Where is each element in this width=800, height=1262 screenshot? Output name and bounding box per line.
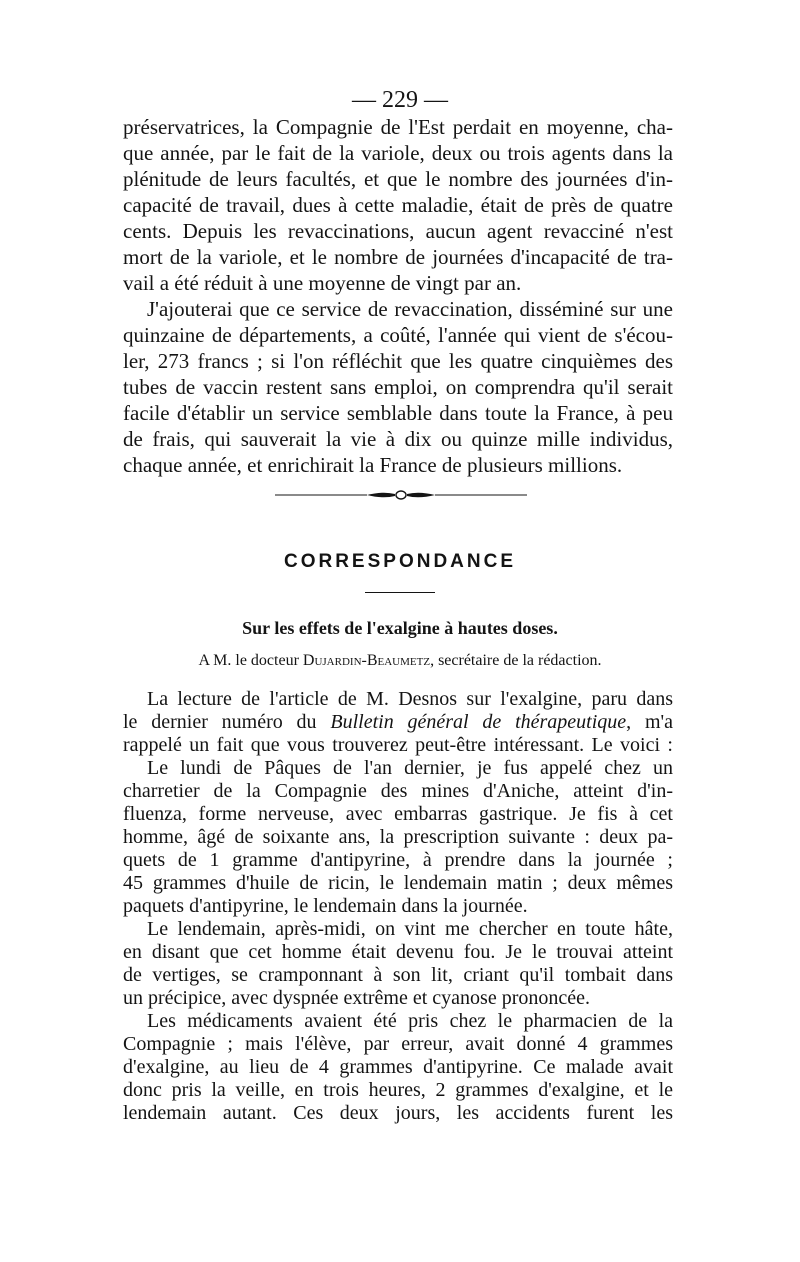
ornament-divider — [275, 488, 527, 502]
text-line: cents. Depuis les revaccinations, aucun agent revacciné n'est — [123, 219, 673, 243]
text-line: 45 grammes d'huile de ricin, le lendemain matin ; deux mêmes — [123, 872, 673, 894]
text-line: paquets d'antipyrine, le lendemain dans la journée. — [123, 895, 528, 917]
section-title: CORRESPONDANCE — [283, 551, 517, 572]
text-line: quinzaine de départements, a coûté, l'année qui vient de s'écou- — [123, 323, 673, 347]
text-line: rappelé un fait que vous trouverez peut-être intéressant. Le voici : — [123, 734, 673, 756]
text-line: La lecture de l'article de M. Desnos sur l'exalgine, paru dans — [147, 688, 673, 710]
paragraph-5 — [123, 918, 673, 1010]
text-run: le dernier numéro du — [123, 711, 331, 733]
text-line: chaque année, et enrichirait la France de plusieurs millions. — [123, 453, 623, 477]
text-line: que année, par le fait de la variole, deux ou trois agents dans la — [123, 141, 673, 165]
text-line: d'exalgine, au lieu de 4 grammes d'antipyrine. Ce malade avait — [123, 1056, 673, 1078]
text-line: un précipice, avec dyspnée extrême et cyanose prononcée. — [123, 987, 590, 1009]
text-line: fluenza, forme nerveuse, avec embarras gastrique. Je fis à cet — [123, 803, 673, 825]
text-line: Compagnie ; mais l'élève, par erreur, avait donné 4 grammes — [123, 1033, 673, 1055]
text-line: de vertiges, se cramponnant à son lit, criant qu'il tombait dans — [123, 964, 673, 986]
text-line: tubes de vaccin restent sans emploi, on comprendra qu'il serait — [123, 375, 673, 399]
text-line: donc pris la veille, en trois heures, 2 grammes d'exalgine, et le — [123, 1079, 673, 1101]
letter-intro — [123, 688, 673, 757]
text-line: plénitude de leurs facultés, et que le nombre des journées d'in- — [123, 167, 673, 191]
paragraph-4 — [123, 757, 673, 918]
text-line: homme, âgé de soixante ans, la prescription suivante : deux pa- — [123, 826, 673, 848]
text-line: Le lundi de Pâques de l'an dernier, je fus appelé chez un — [147, 757, 673, 779]
text-line: ler, 273 francs ; si l'on réfléchit que les quatre cinquièmes des — [123, 349, 673, 373]
text-line: charretier de la Compagnie des mines d'Aniche, atteint d'in- — [123, 780, 673, 802]
paragraph-6 — [123, 1010, 673, 1125]
text-line: lendemain autant. Ces deux jours, les accidents furent les — [123, 1102, 673, 1124]
text-line: facile d'établir un service semblable dans toute la France, à peu — [123, 401, 673, 425]
article-title: Sur les effets de l'exalgine à hautes doses. — [242, 618, 558, 638]
page-number: — 229 — — [352, 87, 448, 113]
text-line: Le lendemain, après-midi, on vint me chercher en toute hâte, — [147, 918, 673, 940]
text-line: vail a été réduit à une moyenne de vingt par an. — [123, 271, 522, 295]
text-run: , m'a — [626, 711, 673, 733]
title-rule — [365, 592, 435, 593]
text-line: quets de 1 gramme d'antipyrine, à prendre dans la journée ; — [123, 849, 673, 871]
paragraph-1 — [123, 114, 673, 296]
address-prefix: A M. le docteur — [198, 652, 303, 669]
text-line: Les médicaments avaient été pris chez le pharmacien de la — [147, 1010, 673, 1032]
paragraph-2 — [123, 296, 673, 478]
text-line: de frais, qui sauverait la vie à dix ou quinze mille individus, — [123, 427, 673, 451]
address-name: Dujardin-Beaumetz — [302, 652, 431, 669]
text-line: J'ajouterai que ce service de revaccination, disséminé sur une — [147, 297, 673, 321]
text-line: capacité de travail, dues à cette maladie, était de près de quatre — [123, 193, 673, 217]
address-suffix: , secrétaire de la rédaction. — [430, 652, 602, 669]
journal-title: Bulletin général de thérapeutique — [330, 711, 627, 733]
text-line: en disant que cet homme était devenu fou. Je le trouvai atteint — [123, 941, 673, 963]
address-line — [0, 650, 800, 672]
text-line: préservatrices, la Compagnie de l'Est perdait en moyenne, cha- — [123, 115, 673, 139]
text-line — [123, 711, 673, 734]
text-line: mort de la variole, et le nombre de journées d'incapacité de tra- — [123, 245, 673, 269]
